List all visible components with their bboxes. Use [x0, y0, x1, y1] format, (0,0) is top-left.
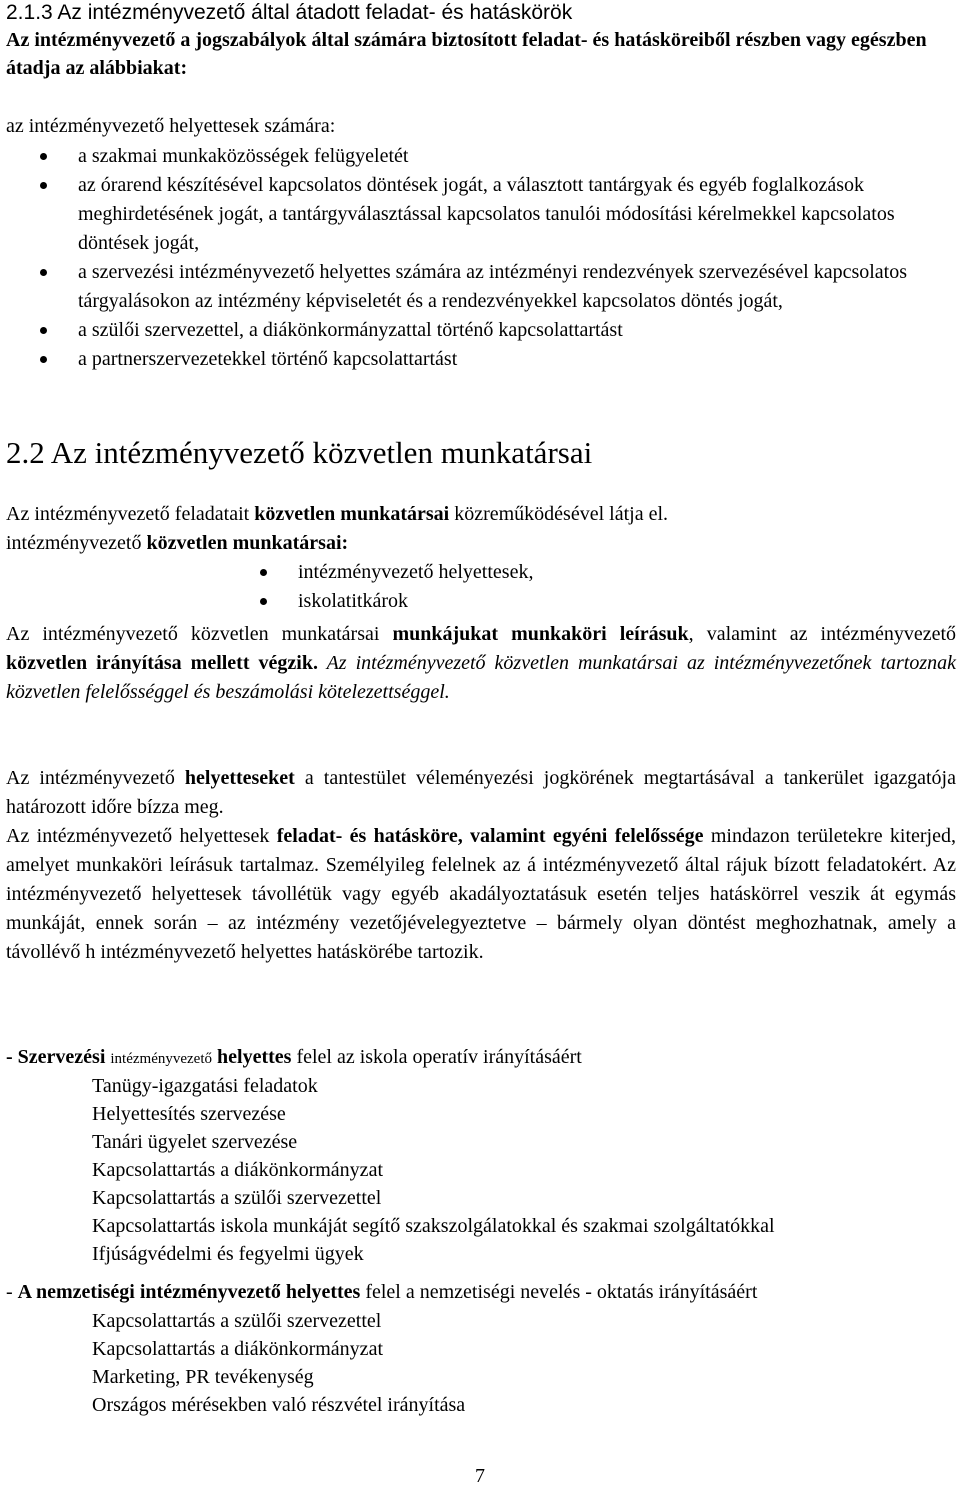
- list-item: a szülői szervezettel, a diákönkormányzattal történő kapcsolattartást: [0, 316, 948, 345]
- task-item: Kapcsolattartás a szülői szervezettel: [92, 1187, 382, 1209]
- task-item: Kapcsolattartás a diákönkormányzat: [92, 1338, 383, 1360]
- delegation-list: [0, 142, 948, 374]
- paragraph-deputy-responsibilities: Az intézményvezető helyettesek feladat- és hatásköre, valamint egyéni felelőssége mindazon területekre kiterjed, amelyet munkaköri leírásuk tartalmaz. Személyileg felelnek az á intézményvezető által rájuk bízott feladatokért. Az intézményvezető helyettesek távollétük vagy egyéb akadályoztatásuk esetén teljes hatáskörrel veszik át egymás munkáját, ennek során – az intézmény vezetőjévelegyeztetve – bármely olyan döntést meghozhatnak, amely a távollévő h intézményvezető helyettes hatáskörébe tartozik.: [6, 825, 956, 963]
- task-item: Ifjúságvédelmi és fegyelmi ügyek: [92, 1243, 364, 1265]
- task-item: Kapcsolattartás a szülői szervezettel: [92, 1310, 382, 1332]
- organizational-deputy-tasks: [92, 1072, 775, 1268]
- section-heading-2-1-3: [6, 0, 572, 26]
- direct-staff-list: [0, 558, 533, 616]
- task-item: Tanári ügyelet szervezése: [92, 1131, 298, 1153]
- list-item: a partnerszervezetekkel történő kapcsolattartást: [0, 345, 948, 374]
- bullet-icon: [40, 356, 47, 363]
- section-heading-2-2: 2.2 Az intézményvezető közvetlen munkatársai: [6, 435, 593, 470]
- section-number: 2.1.3: [6, 1, 53, 24]
- list-item: a szakmai munkaközösségek felügyeletét: [0, 142, 948, 171]
- nationality-deputy-tasks: [92, 1307, 465, 1419]
- task-item: Tanügy-igazgatási feladatok: [92, 1075, 318, 1097]
- task-item: Országos mérésekben való részvétel irányítása: [92, 1394, 466, 1416]
- task-item: Marketing, PR tevékenység: [92, 1366, 314, 1388]
- task-item: Kapcsolattartás iskola munkáját segítő szakszolgálatokkal és szakmai szolgáltatókkal: [92, 1215, 775, 1237]
- bullet-icon: [40, 327, 47, 334]
- nationality-deputy-heading: - A nemzetiségi intézményvezető helyettes felel a nemzetiségi nevelés - oktatás irányításáért: [6, 1281, 758, 1303]
- bullet-icon: [260, 569, 267, 576]
- page-number: 7: [475, 1465, 485, 1487]
- list-item: az órarend készítésével kapcsolatos döntések jogát, a választott tantárgyak és egyéb foglalkozások meghirdetésének jogát, a tantárgyválasztással kapcsolatos tanulói módosítási kérelmekkel kapcsolatos döntések jogát,: [0, 171, 948, 258]
- list-item: a szervezési intézményvezető helyettes számára az intézményi rendezvények szervezésével kapcsolatos tárgyalásokon az intézmény képviseletét és a rendezvényekkel kapcsolatos döntés jogát,: [0, 258, 948, 316]
- section-intro: Az intézményvezető a jogszabályok által számára biztosított feladat- és hatásköreiből részben vagy egészben átadja az alábbiakat:: [6, 29, 927, 79]
- paragraph-deputy-appointment: Az intézményvezető helyetteseket a tantestület véleményezési jogkörének megtartásával a tankerület igazgatója határozott időre bízza meg.: [6, 767, 956, 818]
- bullet-icon: [40, 182, 47, 189]
- list-item: iskolatitkárok: [0, 587, 533, 616]
- paragraph-job-descriptions: Az intézményvezető közvetlen munkatársai munkájukat munkaköri leírásuk, valamint az intézményvezető közvetlen irányítása mellett végzik. Az intézményvezető közvetlen munkatársai az intézményvezetőnek tartoznak közvetlen felelősséggel és beszámolási kötelezettséggel.: [6, 623, 957, 703]
- list-title: az intézményvezető helyettesek számára:: [6, 115, 336, 137]
- bullet-icon: [260, 598, 267, 605]
- paragraph-direct-staff: Az intézményvezető feladatait közvetlen munkatársai közreműködésével látja el.: [6, 503, 669, 525]
- organizational-deputy-heading: - Szervezési intézményvezető helyettes felel az iskola operatív irányításáért: [6, 1046, 582, 1068]
- task-item: Helyettesítés szervezése: [92, 1103, 286, 1125]
- bullet-icon: [40, 269, 47, 276]
- task-item: Kapcsolattartás a diákönkormányzat: [92, 1159, 383, 1181]
- paragraph-direct-staff-list-title: intézményvezető közvetlen munkatársai:: [6, 532, 349, 554]
- list-item: intézményvezető helyettesek,: [0, 558, 533, 587]
- bullet-icon: [40, 153, 47, 160]
- section-title: Az intézményvezető által átadott feladat- és hatáskörök: [57, 1, 573, 24]
